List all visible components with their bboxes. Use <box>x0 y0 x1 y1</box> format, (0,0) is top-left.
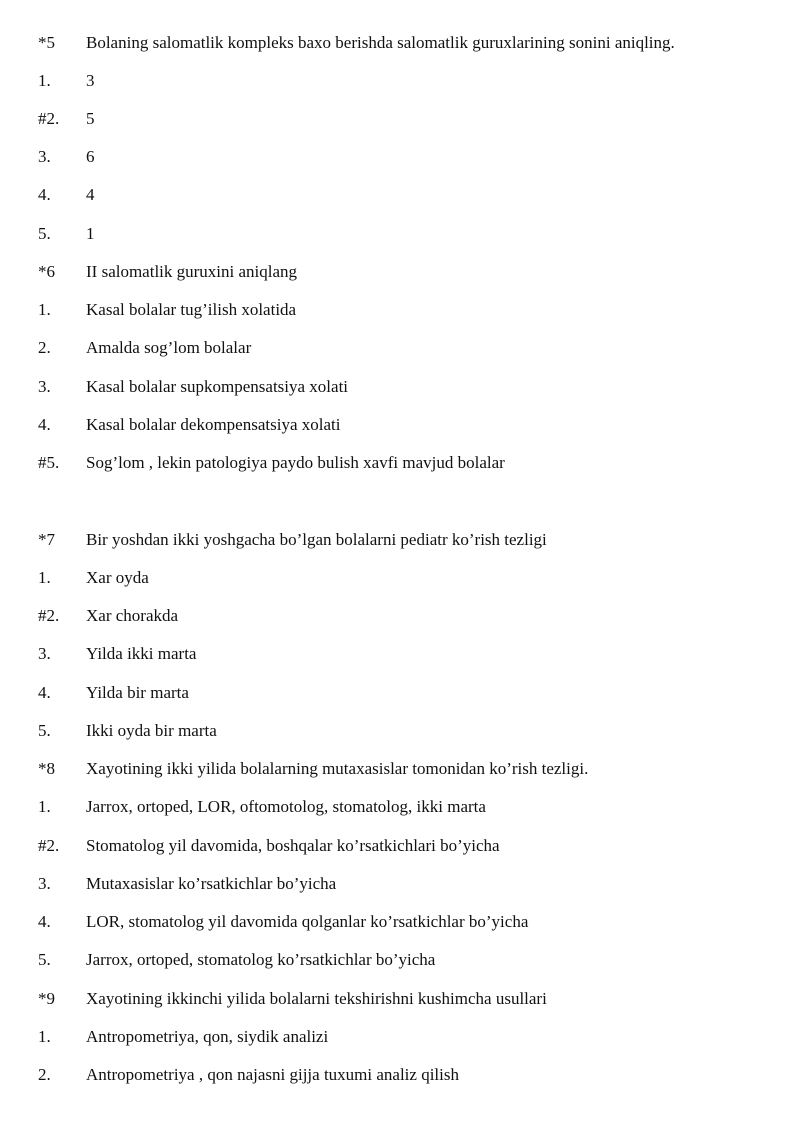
question-number: *8 <box>38 759 55 778</box>
option-number: #2. <box>38 606 60 625</box>
option-text: Ikki oyda bir marta <box>86 721 217 740</box>
question-number: *5 <box>38 33 55 52</box>
option-text: 1 <box>86 224 95 243</box>
option-number: 4. <box>38 912 51 931</box>
question-number: *7 <box>38 530 55 549</box>
option-number: 5. <box>38 721 51 740</box>
option-number: #2. <box>38 109 60 128</box>
question-text: Xayotining ikkinchi yilida bolalarni tekshirishni kushimcha usullari <box>86 989 547 1008</box>
option-text: Xar chorakda <box>86 606 179 625</box>
option-number: 5. <box>38 224 51 243</box>
option-text: 6 <box>86 147 95 166</box>
option-number: 2. <box>38 338 51 357</box>
option-text: Yilda ikki marta <box>86 644 197 663</box>
option-number: 1. <box>38 71 51 90</box>
option-number: 1. <box>38 1027 51 1046</box>
question-text: Bir yoshdan ikki yoshgacha bo’lgan bolalarni pediatr ko’rish tezligi <box>86 530 547 549</box>
question-text: Bolaning salomatlik kompleks baxo berishda salomatlik guruxlarining sonini aniqling. <box>86 33 675 52</box>
option-text: Kasal bolalar tug’ilish xolatida <box>86 300 297 319</box>
option-text: Sog’lom , lekin patologiya paydo bulish xavfi mavjud bolalar <box>86 453 505 472</box>
option-text: LOR, stomatolog yil davomida qolganlar ko’rsatkichlar bo’yicha <box>86 912 529 931</box>
option-number: 4. <box>38 683 51 702</box>
option-text: 3 <box>86 71 95 90</box>
option-number: 4. <box>38 415 51 434</box>
option-text: Kasal bolalar supkompensatsiya xolati <box>86 377 349 396</box>
option-text: Jarrox, ortoped, stomatolog ko’rsatkichlar bo’yicha <box>86 950 436 969</box>
option-number: 4. <box>38 185 51 204</box>
option-text: Amalda sog’lom bolalar <box>86 338 252 357</box>
option-number: 5. <box>38 950 51 969</box>
option-text: 5 <box>86 109 95 128</box>
question-text: Xayotining ikki yilida bolalarning mutaxasislar tomonidan ko’rish tezligi. <box>86 759 589 778</box>
option-text: Antropometriya, qon, siydik analizi <box>86 1027 329 1046</box>
option-number: 1. <box>38 300 51 319</box>
question-text: II salomatlik guruxini aniqlang <box>86 262 298 281</box>
option-text: Kasal bolalar dekompensatsiya xolati <box>86 415 341 434</box>
option-text: Jarrox, ortoped, LOR, oftomotolog, stomatolog, ikki marta <box>86 797 486 816</box>
option-number: 3. <box>38 377 51 396</box>
question-number: *6 <box>38 262 55 281</box>
option-number: 3. <box>38 644 51 663</box>
option-number: 3. <box>38 147 51 166</box>
option-text: Stomatolog yil davomida, boshqalar ko’rsatkichlari bo’yicha <box>86 836 500 855</box>
option-text: Xar oyda <box>86 568 149 587</box>
option-text: Antropometriya , qon najasni gijja tuxumi analiz qilish <box>86 1065 459 1084</box>
question-number: *9 <box>38 989 55 1008</box>
option-text: Yilda bir marta <box>86 683 189 702</box>
option-number: 1. <box>38 568 51 587</box>
option-text: 4 <box>86 185 95 204</box>
option-number: 1. <box>38 797 51 816</box>
option-text: Mutaxasislar ko’rsatkichlar bo’yicha <box>86 874 337 893</box>
option-number: #2. <box>38 836 60 855</box>
option-number: #5. <box>38 453 60 472</box>
option-number: 2. <box>38 1065 51 1084</box>
option-number: 3. <box>38 874 51 893</box>
